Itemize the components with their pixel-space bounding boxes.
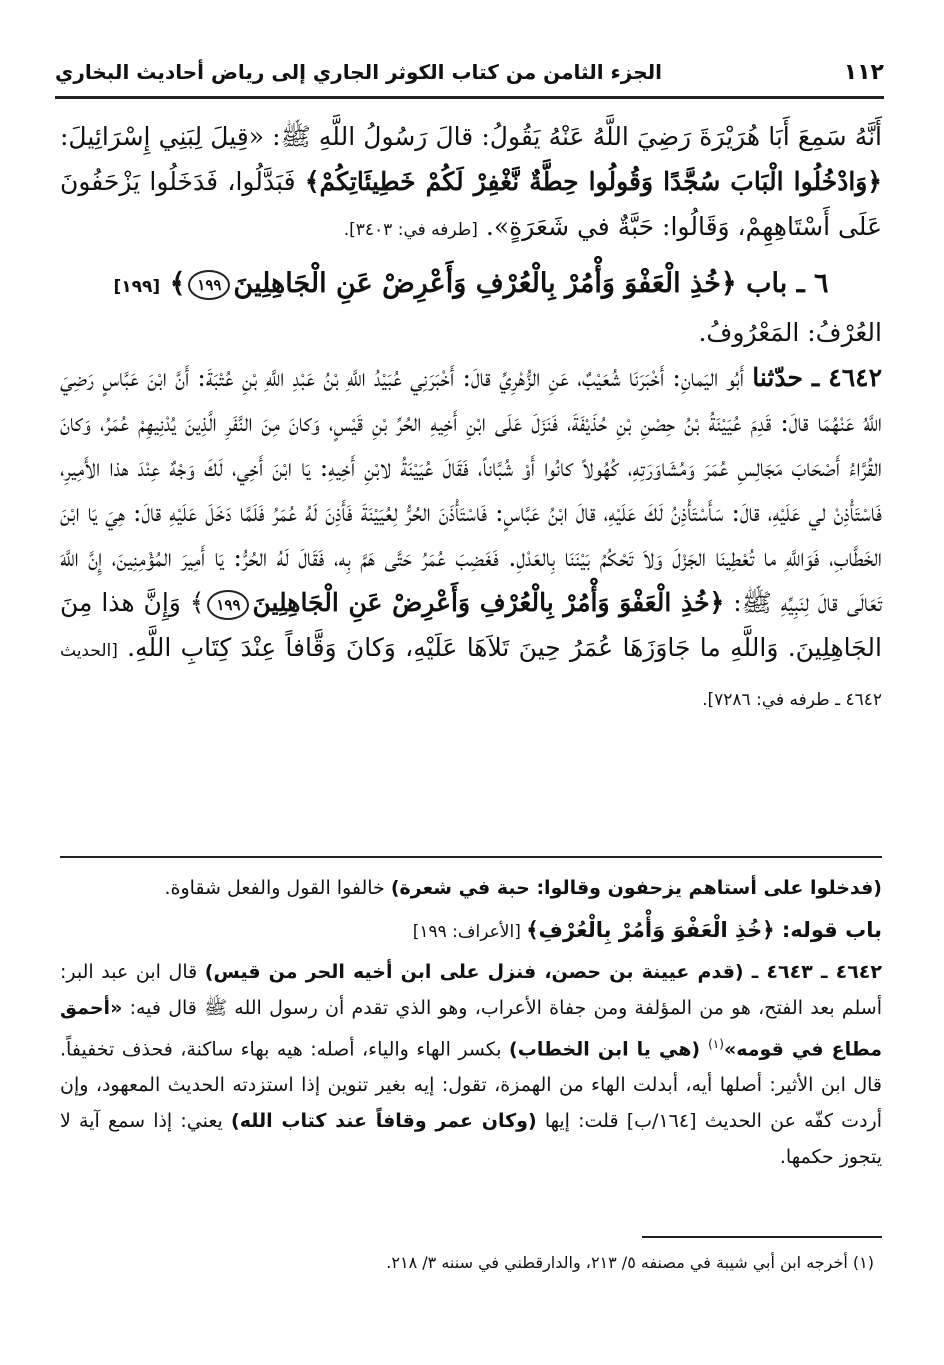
commentary-quote: (فدخلوا على أستاهم يزحفون وقالوا: حبة في شعرة) [390, 877, 882, 899]
commentary-quote: «أحمق مطاع في قومه» [60, 997, 883, 1061]
commentary-paragraph-1 [60, 870, 882, 906]
commentary-hadith-number: ٤٦٤٢ ـ ٤٦٤٣ ـ (قدم عيينة بن حصن، فنزل على ابن أخيه الحر من قيس) [204, 961, 882, 983]
commentary-text: خالفوا القول والفعل شقاوة. [164, 877, 391, 899]
quran-quote: ﴿وَادْخُلُوا الْبَابَ سُجَّدًا وَقُولُوا حِطَّةٌ نَّغْفِرْ لَكُمْ خَطِيئَاتِكُمْ﴾ [304, 167, 883, 196]
commentary [60, 870, 882, 1175]
definition: العُرْفُ: المَعْرُوفُ. [698, 318, 882, 347]
commentary-heading [60, 912, 882, 950]
commentary-ref: [الأعراف: ١٩٩] [412, 922, 527, 942]
running-header [55, 52, 884, 92]
ayah-number-mark: ١٩٩ [188, 270, 230, 300]
hadith-text-2: وَإِنَّ هذا مِنَ الجَاهِلِينَ. وَاللَّهِ ما جَاوَزَهَا عُمَرُ حِينَ تَلاَهَا عَلَيْهِ، وَكانَ وَقَّافاً عِنْدَ كِتَابِ اللَّهِ. [60, 588, 882, 662]
section-divider [60, 856, 882, 858]
footnote-rule [642, 1236, 882, 1238]
commentary-quote: (هي يا ابن الخطاب) [509, 1038, 709, 1061]
footnote-marker: (١) [708, 1037, 724, 1051]
chapter-quran: ﴿خُذِ الْعَفْوَ وَأْمُرْ بِالْعُرْفِ وَأَعْرِضْ عَنِ الْجَاهِلِينَ [233, 268, 737, 299]
commentary-paragraph-2 [60, 954, 882, 1175]
quran-close-bracket: ﴾ [189, 588, 205, 617]
main-text [60, 114, 882, 723]
commentary-text: بكسر الهاء والياء، أصله: هيه بهاء ساكنة، فحذف تخفيفاً. قال ابن الأثير: أصلها أيه، أبدلت الهاء من الهمزة، تقول: إيه بغير تنوين إذا استزدته الحديث المعهود، وإن أردت كفّه عن الحديث [١٦٤/ب] قلت: إيها [60, 1038, 882, 1133]
hadith-reference: [الحديث ٤٦٤٢ ـ طرفه في: ٧٢٨٦]. [60, 641, 882, 710]
page-number: ١١٢ [843, 59, 884, 85]
cross-reference: [طرفه في: ٣٤٠٣]. [343, 220, 478, 240]
commentary-quote: (وكان عمر وقافاً عند كتاب الله) [231, 1110, 537, 1133]
header-rule [55, 96, 884, 99]
hadith-paragraph-1 [60, 114, 882, 253]
ayah-number-mark: ١٩٩ [207, 590, 249, 620]
para1-text: أَنَّهُ سَمِعَ أَبَا هُرَيْرَةَ رَضِيَ اللَّهُ عَنْهُ يَقُولُ: قالَ رَسُولُ اللَّهِ ﷺ: «قِيلَ لِبَنِي إِسْرَائِيلَ: [60, 122, 882, 151]
running-title: الجزء الثامن من كتاب الكوثر الجاري إلى رياض أحاديث البخاري [55, 60, 662, 84]
para1-text-2: فَبَدَّلُوا، فَدَخَلُوا يَزْحَفُونَ عَلَى أَسْتَاهِهِمْ، وَقَالُوا: حَبَّةٌ في شَعَرَةٍ». [60, 167, 882, 241]
chapter-ref: [١٩٩] [113, 277, 161, 297]
commentary-chapter-label: باب قوله: [774, 918, 882, 942]
hadith-quran-quote: ﴿خُذِ الْعَفْوَ وَأْمُرْ بِالْعُرْفِ وَأَعْرِضْ عَنِ الْجَاهِلِينَ [252, 588, 725, 617]
footnote: (١) أخرجه ابن أبي شيبة في مصنفه ٥/ ٢١٣، والدارقطني في سننه ٣/ ٢١٨. [386, 1253, 874, 1272]
hadith-paragraph-2 [60, 355, 882, 723]
commentary-text: قال ابن عبد البر: أسلم بعد الفتح، هو من المؤلفة ومن جفاة الأعراب، وهو الذي تقدم أن رسول الله ﷺ قال فيه: [60, 961, 882, 1019]
hadith-number: ٤٦٤٢ ـ حدّثنا [752, 363, 882, 392]
quran-close-bracket: ﴾ [169, 268, 186, 299]
chapter-label: ٦ ـ باب [736, 268, 829, 299]
commentary-text: يعني: إذا سمع آية لا يتجوز حكمها. [60, 1110, 882, 1169]
hadith-text: أَبُو اليَمانِ: أَخْبَرَنَا شُعَيْبٌ، عَنِ الزُّهْرِيِّ قالَ: أَخْبَرَنِي عُبَيْدُ اللَّهِ بْنُ عَبْدِ اللَّهِ بْنِ عُتْبَةَ: أَنَّ ابْنَ عَبَّاسٍ رَضِيَ اللَّهُ عَنْهُمَا قالَ: قَدِمَ عُيَيْنَةُ بْنُ حِصْنِ بْنِ حُذَيْفَةَ، فَنَزَلَ عَلَى ابْنِ أَخِيهِ الحُرِّ بْنِ قَيْسٍ، وَكانَ مِنَ النَّفَرِ الَّذِينَ يُدْنِيهِمْ عُمَرُ، وَكانَ القُرَّاءُ أَصْحَابَ مَجَالِسِ عُمَرَ وَمُشَاوَرَتِهِ، كُهُولاً كانُوا أَوْ شُبَّاناً، فَقَالَ عُيَيْنَةُ لابْنِ أَخِيهِ: يَا ابْنَ أَخِي، لَكَ وَجْهٌ عِنْدَ هذا الأَمِيرِ، فَاسْتَأْذِنْ لي عَلَيْهِ، قالَ: سَأَسْتَأْذِنُ لَكَ عَلَيْهِ، قالَ ابْنُ عَبَّاسٍ: فَاسْتَأْذَنَ الحُرُّ لِعُيَيْنَةَ فَأَذِنَ لَهُ عُمَرُ فَلَمَّا دَخَلَ عَلَيْهِ قالَ: هِيَ يَا ابْنَ الخَطَّابِ، فَوَاللَّهِ ما تُعْطِينَا الجَزْلَ وَلاَ تَحْكُمُ بَيْنَنَا بِالعَدْلِ. فَغَضِبَ عُمَرُ حَتَّى هَمَّ بِه، فَقَالَ لَهُ الحُرُّ: يَا أَمِيرَ المُؤْمِنِينَ، إِنَّ اللَّهَ تَعَالَى قالَ لِنَبِيِّهِ ﷺ: [60, 363, 882, 617]
chapter-heading [60, 261, 882, 310]
commentary-quran: ﴿خُذِ الْعَفْوَ وَأْمُرْ بِالْعُرْفِ﴾ [526, 918, 775, 942]
